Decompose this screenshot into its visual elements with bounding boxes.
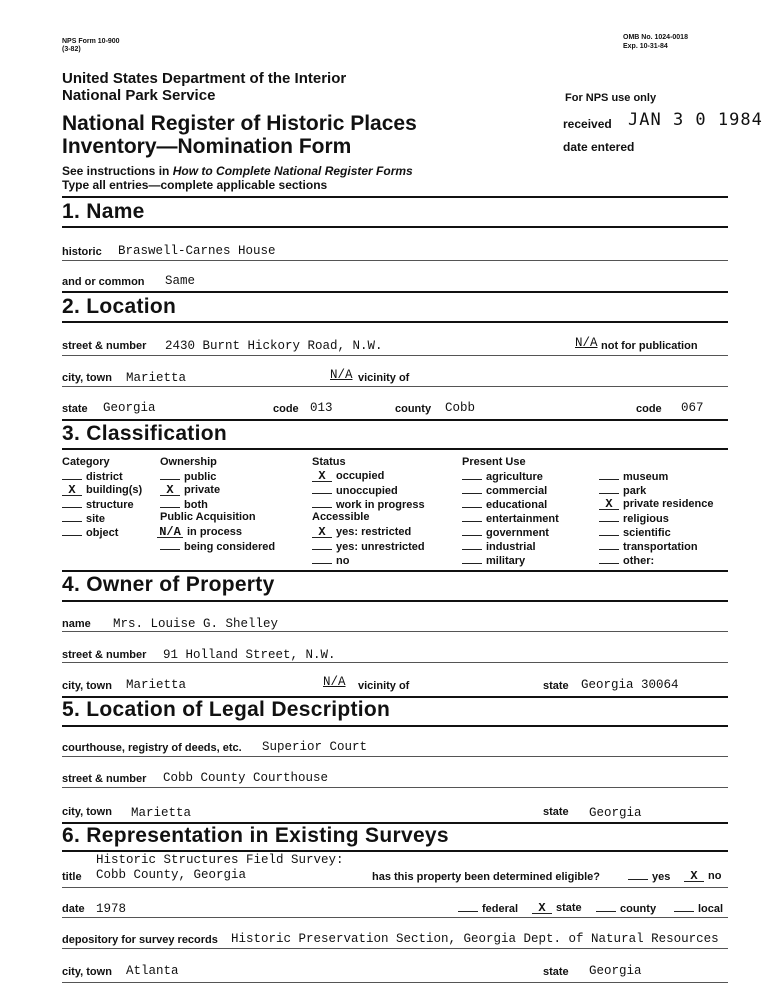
section-1-heading: 1. Name [62, 200, 145, 223]
checkbox-entertainment[interactable] [462, 511, 482, 522]
checkbox-federal[interactable] [458, 901, 478, 912]
present-use-item [599, 525, 671, 540]
option-label: industrial [486, 541, 536, 553]
present-use-item [462, 469, 543, 484]
ownership-heading: Ownership [160, 456, 217, 468]
type-entries-note: Type all entries—complete applicable sections [62, 178, 328, 192]
checkbox-work-in-progress[interactable] [312, 497, 332, 508]
omb-number: OMB No. 1024-0018 [623, 34, 688, 41]
option-label: yes [652, 871, 671, 883]
ownership-item [160, 483, 220, 497]
owner-street-label: street & number [62, 649, 147, 661]
option-label: religious [623, 513, 669, 525]
vicinity-value: N/A [330, 368, 353, 382]
present-use-item [599, 539, 698, 554]
legal-street-label: street & number [62, 773, 147, 785]
checkbox-commercial[interactable] [462, 483, 482, 494]
owner-name-label: name [62, 618, 91, 630]
department-name: United States Department of the Interior [62, 70, 347, 87]
owner-name-value: Mrs. Louise G. Shelley [113, 617, 279, 631]
historic-line [62, 260, 728, 261]
depository-city-label: city, town [62, 966, 112, 978]
depository-value: Historic Preservation Section, Georgia Dept. of Natural Resources [231, 932, 719, 946]
checkbox-educational[interactable] [462, 497, 482, 508]
option-label: military [486, 555, 526, 567]
owner-city-value: Marietta [126, 678, 187, 692]
accessible-item [312, 525, 411, 539]
section-2-bottom-rule [62, 321, 728, 323]
checkbox-religious[interactable] [599, 511, 619, 522]
checkbox-buildings[interactable]: X [62, 485, 82, 496]
instructions-line [62, 164, 413, 178]
accessible-item [312, 553, 349, 568]
status-heading: Status [312, 456, 346, 468]
checkbox-structure[interactable] [62, 497, 82, 508]
checkbox-transportation[interactable] [599, 539, 619, 550]
survey-title-line [62, 887, 728, 888]
state-value: Georgia [103, 401, 156, 415]
courthouse-line [62, 756, 728, 757]
checkbox-being-considered[interactable] [160, 539, 180, 550]
owner-state-label: state [543, 680, 569, 692]
level-local [674, 901, 723, 916]
category-item [62, 483, 142, 497]
checkbox-museum[interactable] [599, 469, 619, 480]
section-6-heading: 6. Representation in Existing Surveys [62, 824, 449, 847]
common-name-label: and or common [62, 276, 145, 288]
option-label: both [184, 499, 208, 511]
checkbox-park[interactable] [599, 483, 619, 494]
category-heading: Category [62, 456, 110, 468]
checkbox-unoccupied[interactable] [312, 483, 332, 494]
status-item [312, 469, 384, 483]
option-label: government [486, 527, 549, 539]
checkbox-district[interactable] [62, 469, 82, 480]
option-label: no [708, 870, 722, 882]
checkbox-military[interactable] [462, 553, 482, 564]
option-label: district [86, 471, 123, 483]
option-label: agriculture [486, 471, 543, 483]
depository-city-line [62, 982, 728, 983]
vicinity-label: vicinity of [358, 372, 410, 384]
survey-date-value: 1978 [96, 902, 127, 916]
instructions-reference: How to Complete National Register Forms [172, 164, 413, 178]
present-use-heading: Present Use [462, 456, 526, 468]
form-id: NPS Form 10-900 [62, 38, 120, 45]
level-county [596, 901, 656, 916]
section-2-rule [62, 291, 728, 293]
option-label: scientific [623, 527, 671, 539]
option-label: park [623, 485, 647, 497]
received-date-stamp: JAN 3 0 1984 [628, 110, 763, 130]
eligible-yes [628, 869, 670, 884]
option-label: private residence [623, 498, 714, 510]
option-label: work in progress [336, 499, 425, 511]
county-code-value: 067 [681, 401, 704, 415]
option-label: structure [86, 499, 134, 511]
city-value: Marietta [126, 371, 187, 385]
option-label: local [698, 903, 724, 915]
state-code-label: code [273, 403, 299, 415]
checkbox-state[interactable]: X [532, 903, 552, 914]
section-2-heading: 2. Location [62, 295, 177, 318]
option-label: transportation [623, 541, 698, 553]
status-item [312, 497, 425, 512]
legal-street-line [62, 787, 728, 788]
present-use-item [462, 525, 549, 540]
state-code-value: 013 [310, 401, 333, 415]
section-3-rule [62, 419, 728, 421]
present-use-item [462, 539, 536, 554]
street-number-label: street & number [62, 340, 147, 352]
checkbox-both[interactable] [160, 497, 180, 508]
option-label: state [556, 902, 582, 914]
present-use-item [462, 483, 547, 498]
owner-city-label: city, town [62, 680, 112, 692]
street-value: 2430 Burnt Hickory Road, N.W. [165, 339, 383, 353]
historic-label: historic [62, 246, 102, 258]
received-label: received [563, 117, 612, 131]
courthouse-label: courthouse, registry of deeds, etc. [62, 742, 242, 754]
present-use-item [599, 497, 714, 511]
present-use-item [462, 553, 525, 568]
date-entered-label: date entered [563, 140, 635, 154]
category-item [62, 511, 105, 526]
owner-street-value: 91 Holland Street, N.W. [163, 648, 336, 662]
present-use-item [599, 553, 654, 568]
form-subtitle: Inventory—Nomination Form [62, 135, 352, 158]
option-label: county [620, 903, 657, 915]
section-3-heading: 3. Classification [62, 422, 227, 445]
checkbox-occupied[interactable]: X [312, 471, 332, 482]
accessible-heading: Accessible [312, 511, 370, 523]
courthouse-value: Superior Court [262, 740, 368, 754]
checkbox-industrial[interactable] [462, 539, 482, 550]
section-5-heading: 5. Location of Legal Description [62, 698, 391, 721]
section-4-heading: 4. Owner of Property [62, 573, 275, 596]
eligible-question: has this property been determined eligible? [372, 871, 600, 883]
acquisition-item [157, 525, 242, 539]
county-value: Cobb [445, 401, 476, 415]
option-label: object [86, 527, 119, 539]
section-3-bottom-rule [62, 448, 728, 450]
category-item [62, 469, 123, 484]
depository-state-label: state [543, 966, 569, 978]
option-label: yes: restricted [336, 526, 412, 538]
option-label: no [336, 555, 350, 567]
status-item [312, 483, 398, 498]
option-label: public [184, 471, 217, 483]
owner-street-line [62, 662, 728, 663]
checkbox-county[interactable] [596, 901, 616, 912]
present-use-item [599, 469, 668, 484]
city-line [62, 386, 728, 387]
option-label: occupied [336, 470, 385, 482]
level-federal [458, 901, 518, 916]
accessible-item [312, 539, 425, 554]
option-label: entertainment [486, 513, 559, 525]
common-name-value: Same [165, 274, 196, 288]
depository-state-value: Georgia [589, 964, 642, 978]
checkbox-no[interactable] [312, 553, 332, 564]
checkbox-eligible-yes[interactable] [628, 869, 648, 880]
legal-state-value: Georgia [589, 806, 642, 820]
option-label: site [86, 513, 105, 525]
legal-state-label: state [543, 806, 569, 818]
city-town-label: city, town [62, 372, 112, 384]
checkbox-object[interactable] [62, 525, 82, 536]
present-use-item [599, 511, 669, 526]
option-label: federal [482, 903, 519, 915]
owner-vicinity-label: vicinity of [358, 680, 410, 692]
category-item [62, 525, 118, 540]
option-label: private [184, 484, 221, 496]
survey-title-label: title [62, 871, 82, 883]
depository-label: depository for survey records [62, 934, 218, 946]
owner-name-line [62, 631, 728, 632]
checkbox-eligible-no[interactable]: X [684, 871, 704, 882]
depository-line [62, 948, 728, 949]
checkbox-private[interactable]: X [160, 485, 180, 496]
checkbox-government[interactable] [462, 525, 482, 536]
option-label: being considered [184, 541, 276, 553]
agency-name: National Park Service [62, 87, 216, 104]
public-acquisition-heading: Public Acquisition [160, 511, 256, 523]
legal-city-label: city, town [62, 806, 112, 818]
option-label: in process [187, 526, 243, 538]
not-for-publication-value: N/A [575, 336, 598, 350]
depository-city-value: Atlanta [126, 964, 179, 978]
checkbox-private-residence[interactable]: X [599, 499, 619, 510]
checkbox-site[interactable] [62, 511, 82, 522]
form-revision: (3-82) [62, 46, 81, 53]
ownership-item [160, 497, 208, 512]
instructions-prefix: See instructions in [62, 164, 173, 178]
level-state [532, 901, 582, 915]
survey-title-line2: Cobb County, Georgia [96, 868, 247, 882]
historic-name-value: Braswell-Carnes House [118, 244, 276, 258]
omb-expiration: Exp. 10-31-84 [623, 43, 668, 50]
option-label: educational [486, 499, 548, 511]
present-use-item [462, 497, 547, 512]
checkbox-yes-restricted[interactable]: X [312, 527, 332, 538]
acquisition-item [160, 539, 275, 554]
checkbox-agriculture[interactable] [462, 469, 482, 480]
section-5-bottom-rule [62, 725, 728, 727]
section-4-bottom-rule [62, 600, 728, 602]
checkbox-yes-unrestricted[interactable] [312, 539, 332, 550]
not-for-publication-label: not for publication [601, 340, 698, 352]
survey-date-line [62, 917, 728, 918]
owner-vicinity-value: N/A [323, 675, 346, 689]
category-item [62, 497, 134, 512]
option-label: unoccupied [336, 485, 398, 497]
section-4-rule [62, 570, 728, 572]
checkbox-public[interactable] [160, 469, 180, 480]
ownership-item [160, 469, 216, 484]
checkbox-scientific[interactable] [599, 525, 619, 536]
present-use-item [462, 511, 559, 526]
checkbox-other[interactable] [599, 553, 619, 564]
present-use-item [599, 483, 646, 498]
form-title: National Register of Historic Places [62, 112, 417, 135]
section-6-bottom-rule [62, 850, 728, 852]
street-line [62, 355, 728, 356]
section-1-bottom-rule [62, 226, 728, 228]
checkbox-local[interactable] [674, 901, 694, 912]
nps-use-label: For NPS use only [565, 92, 657, 104]
survey-date-label: date [62, 903, 85, 915]
eligible-no [684, 869, 721, 883]
option-label: commercial [486, 485, 548, 497]
owner-state-value: Georgia 30064 [581, 678, 679, 692]
state-label: state [62, 403, 88, 415]
county-code-label: code [636, 403, 662, 415]
legal-city-value: Marietta [131, 806, 192, 820]
option-label: museum [623, 471, 669, 483]
option-label: other: [623, 555, 655, 567]
survey-title-line1: Historic Structures Field Survey: [96, 853, 344, 867]
legal-street-value: Cobb County Courthouse [163, 771, 329, 785]
county-label: county [395, 403, 432, 415]
checkbox-in-process[interactable]: N/A [157, 527, 183, 538]
option-label: building(s) [86, 484, 143, 496]
section-1-rule [62, 196, 728, 198]
option-label: yes: unrestricted [336, 541, 425, 553]
